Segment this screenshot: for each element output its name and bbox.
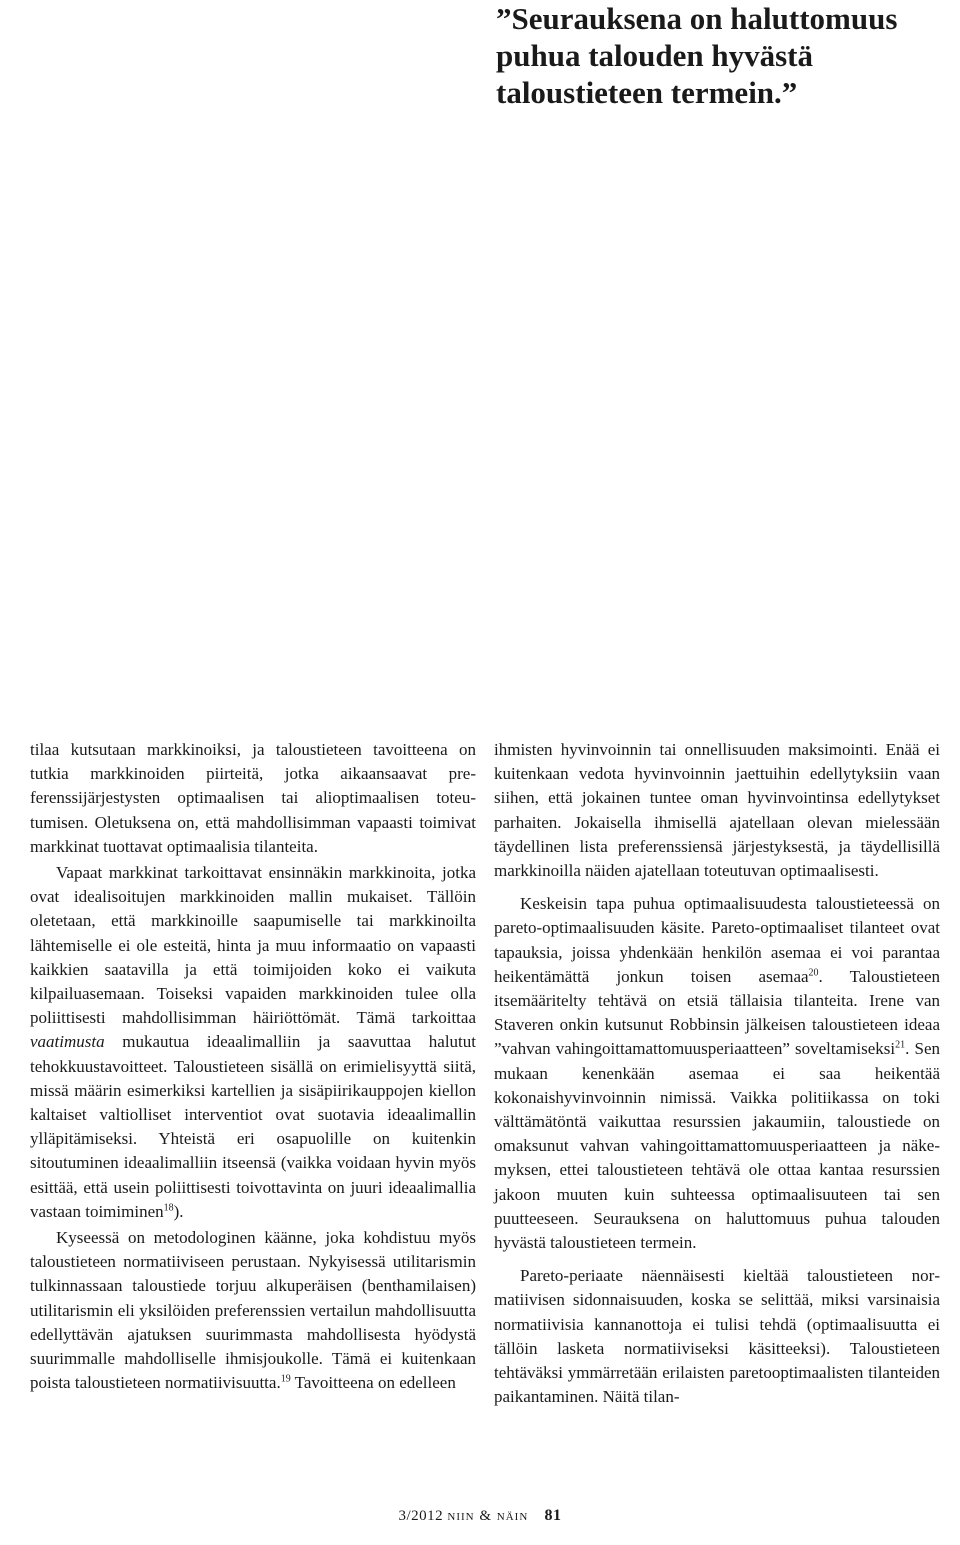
emphasis: vaatimusta [30,1032,105,1052]
pull-quote [496,0,936,111]
paragraph: Keskeisin tapa puhua optimaalisuudesta taloustieteessä on pareto-optimaalisuuden käsite. Pareto-optimaaliset tilanteet ovat tapauksia, joissa yhdenkään henkilön asemaa ei voi parantaa heikentämättä jonkun toisen asemaa$^{20}$. Taloustieteen itsemääritelty tehtävä on etsiä tällaisia tilanteita. Irene van Staveren onkin kutsunut Robbinsin jälkeisen taloustieteen ideaa ”vahvan vahingoittamattomuusperiaatteen” soveltamiseksi$^{21}$. Sen mukaan kenenkään asemaa ei saa heikentää kokonaishyvinvoinnin nimissä. Vaikka politiikassa on toki välttämätöntä vaikuttaa resurssien jakaumiin, taloustiede on omaksunut vahvan vahingoittamattomuusperiaatteen ja näkemyksen, ettei taloustieteen tehtävä ole ottaa kantaa resurssien jakoon muuten kuin suhteessa optimaalisuuteen tai sen puutteeseen. Seurauksena on haluttomuus puhua talouden hyvästä taloustieteen termein. [494,894,940,1253]
pull-quote-line: puhua talouden hyvästä [496,38,814,73]
paragraph: Vapaat markkinat tarkoittavat ensinnäkin markkinoita, jotka ovat idealisoitujen markkinoiden mallin mukaiset. Tällöin oletetaan, että markkinoille saapumiselle tai markkinoilta lähtemiselle ei ole esteitä, hinta ja muu informaatio on vapaasti kaikkien saatavilla ja että toimijoiden koko ei vaikuta kilpailuasemaan. Toiseksi vapaiden markkinoiden tulee olla poliittisesti mahdollisimman häiriöttömät. Tämä tarkoittaa vaatimusta mukautua ideaalimalliin ja saavuttaa halutut tehokkuustavoitteet. Taloustieteen sisällä on erimielisyyttä siitä, missä määrin esimerkiksi kartellien ja sisäpiirikauppojen kiellon kaltaiset valtiolliset interventiot ovat suotavia ideaalimallin ylläpitämiseksi. Yhteistä eri osapuolille on kuitenkin sitoutuminen ideaalimalliin itseensä (vaikka voidaan hyvin myös esittää, että usein poliittisesti toivottavinta on juuri ideaalimallia vastaan toimiminen$^{18}$). [30,863,476,1221]
magazine-name: niin & näin [447,1508,529,1524]
issue-number: 3/2012 [398,1508,444,1524]
footnote-ref: 18 [163,1202,174,1214]
paragraph: tilaa kutsutaan markkinoiksi, ja taloustieteen tavoitteena on tutkia markkinoiden piirteitä, jotka aikaansaavat preferenssijärjestysten optimaalisen tai alioptimaalisen toteutumisen. Oletuksena on, että mahdollisimman vapaasti toimivat markkinat tuottavat optimaalisia tilanteita. [30,740,476,856]
paragraph: ihmisten hyvinvoinnin tai onnellisuuden maksimointi. Enää ei kuitenkaan vedota hyvinvoinnin jaettuihin edellytyksiin vaan siihen, että jokainen tuntee oman hyvinvointinsa edellytykset parhaiten. Jokaisella ihmisellä ajatellaan olevan mielessään täydellinen lista preferenssiensä järjestyksestä, ja täydellisillä markkinoilla näiden ajatellaan toteutuvan optimaalisesti. [494,740,940,881]
footnote-ref: 19 [280,1373,291,1385]
footnote-ref: 20 [808,967,819,979]
page-footer [0,1507,960,1525]
paragraph: Pareto-periaate näennäisesti kieltää taloustieteen normatiivisen sidonnaisuuden, koska se selittää, miksi varsinaisia normatiivisia kannanottoja ei tulisi tehdä (optimaalisuutta ei tällöin lasketa normatiiviseksi käsitteeksi). Taloustieteen tehtäväksi ymmärretään erilaisten paretooptimaalisten tilanteiden paikantaminen. Näitä tilan- [494,1266,940,1407]
footnote-ref: 21 [895,1039,906,1051]
pull-quote-line: ”Seurauksena on haluttomuus [496,1,898,36]
right-text-column [494,738,940,1409]
page-number: 81 [544,1507,562,1524]
paragraph: Kyseessä on metodologinen käänne, joka kohdistuu myös taloustieteen normatiiviseen perustaan. Nykyisessä utilitarismin tulkinnassaan taloustiede torjuu alkuperäisen (benthamilaisen) utilitarismin eli yksilöiden preferenssien vertailun mahdollisuutta edellyttävän ajatuksen suurimmasta mahdollisesta hyödystä suurimmalle mahdolliselle ihmisjoukolle. Tämä ei kuitenkaan poista taloustieteen normatiivisuutta.$^{19}$ Tavoitteena on edelleen [30,1228,476,1393]
left-text-column [30,738,476,1395]
pull-quote-line: taloustieteen termein.” [496,75,798,110]
